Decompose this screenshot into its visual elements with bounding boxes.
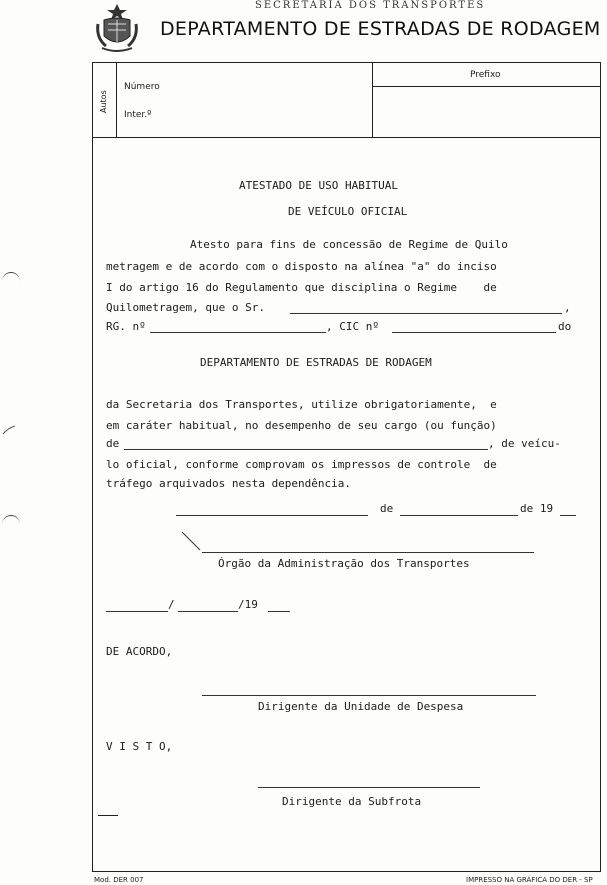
frame-left <box>92 62 93 872</box>
body-line-2: metragem e de acordo com o disposto na alínea "a" do inciso <box>106 260 497 273</box>
margin-tick <box>98 815 118 816</box>
departamento-line: DEPARTAMENTO DE ESTRADAS DE RODAGEM <box>200 356 432 369</box>
prefixo-divider <box>372 62 373 137</box>
top-box-divider <box>92 137 601 138</box>
ano-field[interactable] <box>560 515 576 516</box>
date2-sep-2: /19 <box>238 598 258 611</box>
dia-field[interactable] <box>106 611 168 612</box>
orgao-signature-line[interactable] <box>202 552 534 553</box>
mod-label: Mod. DER 007 <box>94 876 144 884</box>
local-field[interactable] <box>176 515 368 516</box>
de-acordo-label: DE ACORDO, <box>106 645 173 658</box>
body-line-1: Atesto para fins de concessão de Regime de Quilo <box>190 238 508 251</box>
frame-right <box>600 62 601 872</box>
body-line-4: Quilometragem, que o Sr. <box>106 301 265 314</box>
date-de-1: de <box>380 502 394 515</box>
frame-bottom <box>92 871 601 872</box>
date2-sep-1: / <box>168 598 175 611</box>
body-p2-line-3-start: de <box>106 437 120 450</box>
dirigente-despesa-label: Dirigente da Unidade de Despesa <box>258 700 464 713</box>
title-line-1: ATESTADO DE USO HABITUAL <box>239 179 398 192</box>
orgao-label: Órgão da Administração dos Transportes <box>218 557 470 570</box>
body-p2-line-4: lo oficial, conforme comprovam os impressos de controle de <box>106 458 497 471</box>
cargo-field[interactable] <box>124 449 488 450</box>
stray-mark <box>2 424 16 436</box>
do-label: do <box>558 320 572 333</box>
ano2-field[interactable] <box>268 611 290 612</box>
visto-label: V I S T O, <box>106 740 173 753</box>
cic-label: , CIC nº <box>326 320 379 333</box>
dirigente-subfrota-label: Dirigente da Subfrota <box>282 795 422 808</box>
body-line-4-comma: , <box>564 301 571 314</box>
mes-field[interactable] <box>400 515 518 516</box>
departamento-heading: DEPARTAMENTO DE ESTRADAS DE RODAGEM <box>160 18 601 40</box>
body-p2-line-5: tráfego arquivados nesta dependência. <box>106 477 352 490</box>
cic-field[interactable] <box>392 332 556 333</box>
secretaria-heading: SECRETARIA DOS TRANSPORTES <box>255 0 486 11</box>
body-p2-line-1: da Secretaria dos Transportes, utilize obrigatoriamente, e <box>106 398 497 411</box>
impresso-label: IMPRESSO NA GRÁFICA DO DER - SP <box>466 876 593 884</box>
numero-label: Número <box>124 82 160 92</box>
binder-hole-mark <box>2 515 20 534</box>
inter-label: Inter.º <box>124 110 152 120</box>
rg-label: RG. nº <box>106 320 146 333</box>
coat-of-arms-icon <box>94 2 140 52</box>
date-de-19: de 19 <box>520 502 554 515</box>
autos-label: Autos <box>99 90 108 113</box>
mes2-field[interactable] <box>178 611 238 612</box>
body-p2-line-3-end: , de veícu- <box>488 437 561 450</box>
binder-hole-mark <box>2 272 20 291</box>
prefixo-field-line <box>372 86 601 87</box>
rg-field[interactable] <box>150 332 326 333</box>
despesa-signature-line[interactable] <box>202 695 536 696</box>
body-p2-line-2: em caráter habitual, no desempenho de seu cargo (ou função) <box>106 419 497 432</box>
pen-mark <box>180 530 204 554</box>
frame-top <box>92 62 601 63</box>
subfrota-signature-line[interactable] <box>258 787 480 788</box>
prefixo-label: Prefixo <box>470 70 501 80</box>
title-line-2: DE VEÍCULO OFICIAL <box>288 205 408 218</box>
nome-field[interactable] <box>290 313 562 314</box>
body-line-3: I do artigo 16 do Regulamento que disciplina o Regime de <box>106 281 497 294</box>
